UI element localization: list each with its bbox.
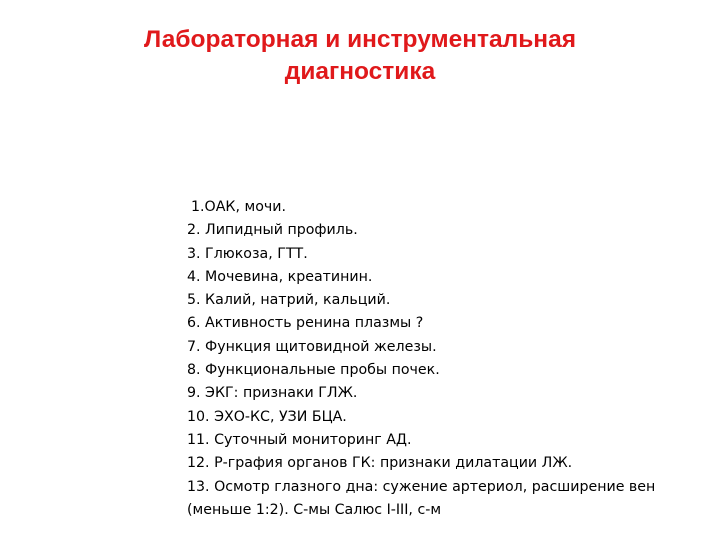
list-item: 2. Липидный профиль.: [187, 222, 358, 239]
diagnostics-list: [187, 196, 697, 522]
list-item: 8. Функциональные пробы почек.: [187, 362, 440, 379]
slide-title: [60, 24, 660, 88]
list-item: 6. Активность ренина плазмы ?: [187, 315, 424, 332]
list-item: 10. ЭХО-КС, УЗИ БЦА.: [187, 408, 347, 425]
list-item: 1.ОАК, мочи.: [191, 199, 286, 215]
list-item: 12. Р-графия органов ГК: признаки дилатации ЛЖ.: [187, 455, 573, 472]
list-item: 11. Суточный мониторинг АД.: [187, 431, 412, 448]
list-item: 7. Функция щитовидной железы.: [187, 338, 437, 355]
slide-title-line-1: Лабораторная и инструментальная: [143, 26, 577, 53]
list-item: 5. Калий, натрий, кальций.: [187, 292, 391, 309]
list-item: 13. Осмотр глазного дна: сужение артериол, расширение вен (меньше 1:2). С-мы Салюс I-III, с-м: [187, 478, 656, 518]
list-item: 9. ЭКГ: признаки ГЛЖ.: [187, 385, 358, 402]
list-item: 3. Глюкоза, ГТТ.: [187, 245, 308, 262]
slide-title-line-2: диагностика: [284, 58, 436, 85]
list-item: 4. Мочевина, креатинин.: [187, 268, 373, 285]
